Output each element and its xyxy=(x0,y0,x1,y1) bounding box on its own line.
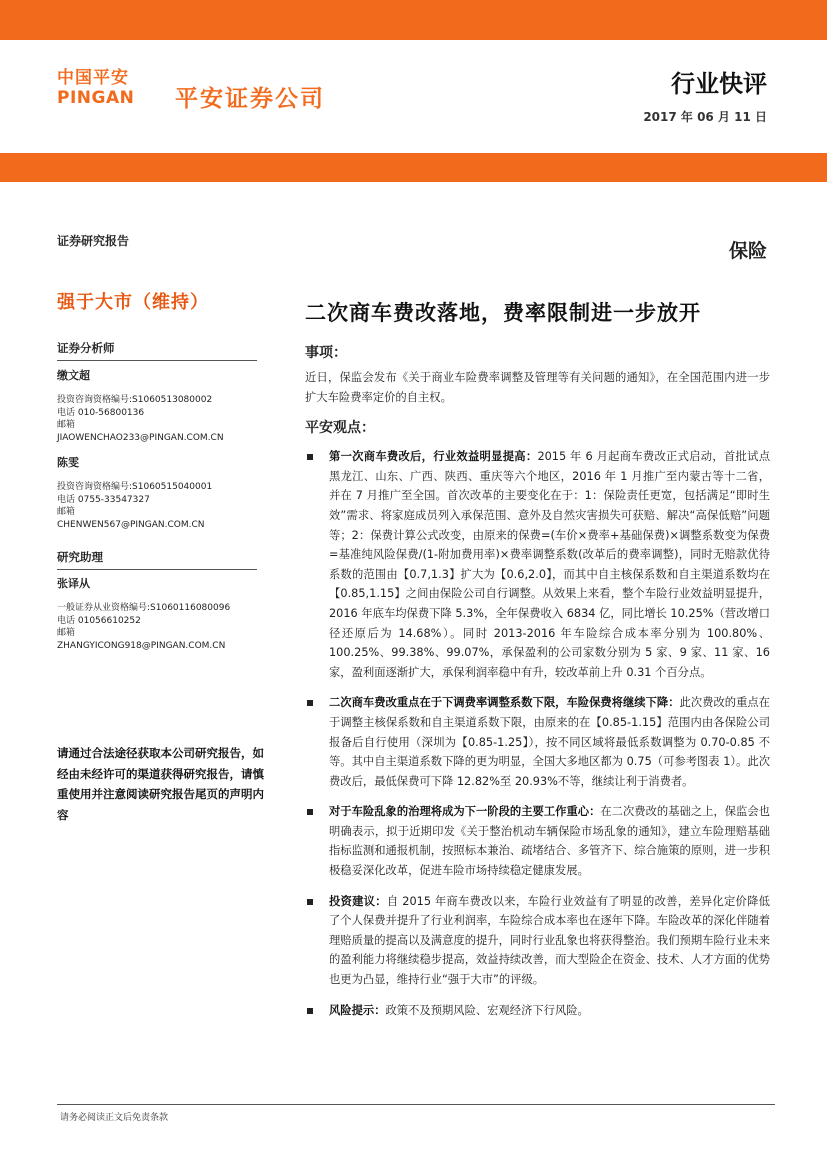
square-bullet-icon xyxy=(307,809,313,815)
square-bullet-icon xyxy=(307,454,313,460)
analyst-name: 缴文超 xyxy=(57,369,90,382)
square-bullet-icon xyxy=(307,1008,313,1014)
footer-divider xyxy=(57,1104,775,1105)
assistant-cert: 一般证券从业资格编号:S1060116080096 xyxy=(57,603,231,613)
list-item xyxy=(305,693,770,791)
bullet-text: 政策不及预期风险、宏观经济下行风险。 xyxy=(385,1003,589,1017)
list-item xyxy=(305,1001,770,1021)
footer-note: 请务必阅读正文后免责条款 xyxy=(60,1113,169,1123)
header-accent-bar xyxy=(0,153,827,182)
list-item xyxy=(305,447,770,682)
analyst-cert: 投资咨询资格编号:S1060515040001 xyxy=(57,482,213,492)
assistant-card xyxy=(57,576,277,652)
company-name: 平安证券公司 xyxy=(175,86,325,112)
report-category-label: 证券研究报告 xyxy=(57,234,130,248)
bullet-text: 自 2015 年商车费改以来，车险行业效益有了明显的改善，差异化定价降低了个人保费并提升了行业利润率，车险综合成本率也在逐年下降。车险改革的深化伴随着理赔质量的提高以及满意度的提升，同时行业乱象也将获得整治。我们预期车险行业未来的盈利能力将继续稳步提高，效益持续改善，而大型险企在资金、技术、人才方面的优势也更为凸显，维持行业“强于大市”的评级。 xyxy=(329,894,770,987)
bullet-lead: 风险提示： xyxy=(329,1003,386,1017)
analyst-heading: 证券分析师 xyxy=(57,340,257,361)
analyst-email-label: 邮箱 xyxy=(57,507,76,517)
analyst-cert: 投资咨询资格编号:S1060513080002 xyxy=(57,395,213,405)
analyst-email-label: 邮箱 xyxy=(57,420,76,430)
page-title: 二次商车费改落地，费率限制进一步放开 xyxy=(305,301,701,325)
analyst-phone: 电话 010-56800136 xyxy=(57,407,145,418)
logo-english-text: PINGAN xyxy=(57,88,135,108)
assistant-email-label: 邮箱 xyxy=(57,628,76,638)
bullet-lead: 第一次商车费改后，行业效益明显提高： xyxy=(329,450,538,464)
main-content xyxy=(305,342,770,1031)
analyst-card xyxy=(57,368,277,444)
assistant-email[interactable]: ZHANGYICONG918@PINGAN.COM.CN xyxy=(57,640,226,651)
list-item xyxy=(305,802,770,880)
event-text: 近日，保监会发布《关于商业车险费率调整及管理等有关问题的通知》，在全国范围内进一步扩大车险费率定价的自主权。 xyxy=(305,371,770,404)
bullet-text: 在二次费改的基础之上，保监会也明确表示，拟于近期印发《关于整治机动车辆保险市场乱象的通知》，建立车险理赔基础指标监测和通报机制，按照标本兼治、疏堵结合、多管齐下、综合施策的原则，进一步积极稳妥深化改革，促进车险市场持续稳定健康发展。 xyxy=(329,805,770,878)
bullet-text: 2015 年 6 月起商车费改正式启动，首批试点黑龙江、山东、广西、陕西、重庆等六个地区，2016 年 1 月推广至内蒙古等十二省，并在 7 月推广至全国。首次改革的主要变化在于：1：保险责任更宽，包括满足“即时生效”需求、将家庭成员列入承保范围、意外及自然灾害损失可获赔、解决“高保低赔”问题等；2：保费计算公式改变，由原来的保费=(车价×费率+基础保费)×调整系数变为保费=基准纯风险保费/(1-附加费用率)×费率调整系数(改革后的费率调整)，同时无赔款优待系数的范围由【0.7,1.3】扩大为【0.6,2.0】，而其中自主核保系数和自主渠道系数均在【0.85,1.15】之间由保险公司自行调整。从效果上来看，整个车险行业效益明显提升，2016 年底车均保费下降 5.3%，全年保费收入 6834 亿，同比增长 10.25%（营改增口径还原后为 14.68%）。同时 2013-2016 年车险综合成本率分别为 100.80%、100.25%、99.38%、99.07%，承保盈利的公司家数分别为 5 家、9 家、11 家、16 家，盈利面逐渐扩大，承保利润率稳中有升，较改革前上升 0.31 个百分点。 xyxy=(329,450,770,679)
logo-chinese-text: 中国平安 xyxy=(57,68,129,88)
square-bullet-icon xyxy=(307,899,313,905)
analyst-card xyxy=(57,455,277,531)
bullet-lead: 二次商车费改重点在于下调费率调整系数下限，车险保费将继续下降： xyxy=(329,696,680,710)
top-accent-bar xyxy=(0,0,827,40)
assistant-phone: 电话 01056610252 xyxy=(57,615,141,626)
bullet-text: 此次费改的重点在于调整主核保系数和自主渠道系数下限，由原来的在【0.85-1.15】范围内由各保险公司报备后自行使用（深圳为【0.85-1.25】），按不同区域将最低系数调整为 0.70-0.85 不等。其中自主渠道系数下降的更为明显，全国大多地区都为 0.75（可参考图表 1）。此次费改后，最低保费可下降 12.82%至 20.93%不等，继续让利于消费者。 xyxy=(329,696,770,788)
analyst-email[interactable]: JIAOWENCHAO233@PINGAN.COM.CN xyxy=(57,432,224,443)
rating-label: 强于大市（维持） xyxy=(57,292,209,313)
pingan-logo xyxy=(57,68,149,110)
assistant-heading: 研究助理 xyxy=(57,549,257,570)
industry-label: 保险 xyxy=(728,240,767,262)
disclaimer-note: 请通过合法途径获取本公司研究报告，如经由未经许可的渠道获得研究报告，请慎重使用并注意阅读研究报告尾页的声明内容 xyxy=(57,746,264,822)
view-list xyxy=(305,447,770,1020)
list-item xyxy=(305,892,770,990)
analyst-phone: 电话 0755-33547327 xyxy=(57,494,150,505)
assistant-name: 张译从 xyxy=(57,577,90,590)
square-bullet-icon xyxy=(307,700,313,706)
bullet-lead: 对于车险乱象的治理将成为下一阶段的主要工作重心： xyxy=(329,805,601,819)
analyst-email[interactable]: CHENWEN567@PINGAN.COM.CN xyxy=(57,519,205,530)
view-heading: 平安观点： xyxy=(305,420,375,437)
report-type-title: 行业快评 xyxy=(671,70,767,98)
analyst-name: 陈雯 xyxy=(57,456,79,469)
report-date: 2017 年 06 月 11 日 xyxy=(643,110,767,124)
bullet-lead: 投资建议： xyxy=(329,894,387,908)
event-heading: 事项： xyxy=(305,345,347,361)
